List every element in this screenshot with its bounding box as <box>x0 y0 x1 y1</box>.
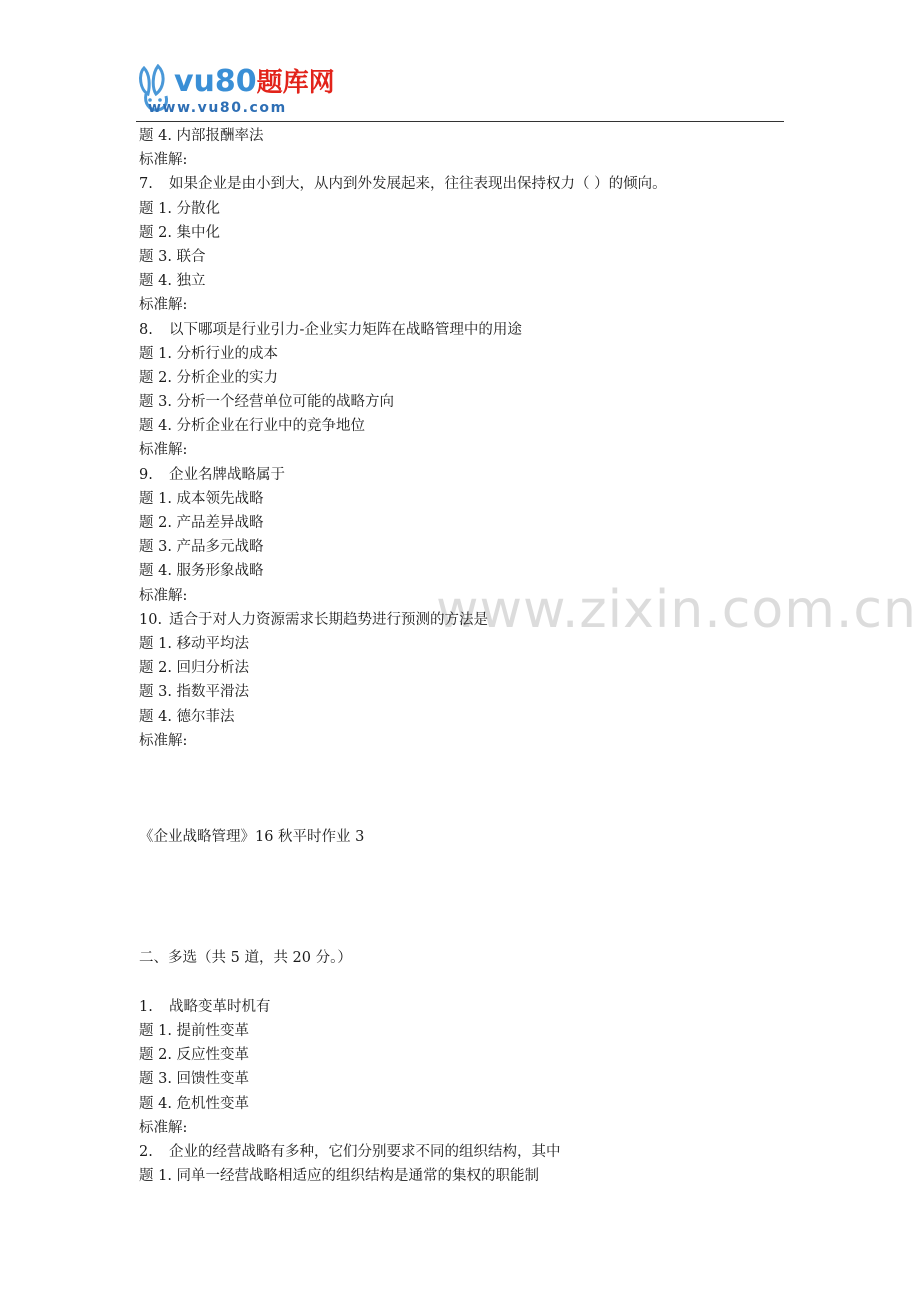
watermark: www.zixin.com.cn <box>436 580 917 640</box>
answer-option: 题 2. 产品差异战略 <box>139 515 264 531</box>
answer-option: 题 4. 危机性变革 <box>139 1095 250 1112</box>
answer-option: 题 2. 回归分析法 <box>139 660 250 677</box>
question-stem <box>139 318 789 342</box>
answer-option: 题 3. 指数平滑法 <box>139 684 250 701</box>
answer-option: 题 4. 德尔菲法 <box>139 708 235 725</box>
answer-option: 题 3. 产品多元战略 <box>139 539 264 556</box>
standard-answer-label: 标准解: <box>139 1119 188 1136</box>
question-text: 以下哪项是行业引力-企业实力矩阵在战略管理中的用途 <box>169 321 522 338</box>
question-stem <box>139 995 789 1019</box>
answer-option: 题 4. 服务形象战略 <box>139 563 264 580</box>
logo-url: www.vu80.com <box>148 100 287 116</box>
question-number: 2. <box>139 1143 153 1160</box>
answer-option: 题 4. 分析企业在行业中的竞争地位 <box>139 418 366 435</box>
answer-option: 题 2. 反应性变革 <box>139 1047 250 1064</box>
answer-option: 题 1. 移动平均法 <box>139 635 250 652</box>
question-number: 8. <box>139 321 153 338</box>
question-text: 战略变革时机有 <box>169 998 271 1015</box>
question-text: 如果企业是由小到大，从内到外发展起来，往往表现出保持权力（ ）的倾向。 <box>169 176 667 193</box>
header-divider <box>136 121 784 122</box>
answer-option: 题 1. 提前性变革 <box>139 1023 250 1040</box>
standard-answer-label: 标准解: <box>139 732 188 749</box>
blank-space <box>139 850 789 947</box>
logo-wordmark <box>174 64 335 101</box>
answer-option: 题 3. 联合 <box>139 248 206 265</box>
answer-option: 题 4. 内部报酬率法 <box>139 128 264 144</box>
answer-option: 题 3. 回馈性变革 <box>139 1071 250 1088</box>
question-stem <box>139 608 789 632</box>
answer-option: 题 1. 分散化 <box>139 200 221 217</box>
section-heading: 二、多选（共 5 道，共 20 分。） <box>139 950 352 967</box>
site-logo[interactable] <box>136 64 335 120</box>
logo-brand-80: 80 <box>214 64 257 99</box>
question-stem <box>139 463 789 487</box>
standard-answer-label: 标准解: <box>139 587 188 604</box>
logo-brand-vu: vu <box>174 64 215 99</box>
assignment-title: 《企业战略管理》16 秋平时作业 3 <box>139 829 365 846</box>
answer-option: 题 1. 分析行业的成本 <box>139 345 279 362</box>
question-number: 7. <box>139 176 153 193</box>
question-text: 企业名牌战略属于 <box>169 466 285 483</box>
document-body <box>139 124 789 1188</box>
answer-option: 题 2. 集中化 <box>139 224 221 241</box>
standard-answer-label: 标准解: <box>139 152 188 169</box>
standard-answer-label: 标准解: <box>139 442 188 459</box>
question-text: 适合于对人力资源需求长期趋势进行预测的方法是 <box>169 611 488 628</box>
answer-option: 题 1. 同单一经营战略相适应的组织结构是通常的集权的职能制 <box>139 1168 540 1185</box>
question-number: 1. <box>139 998 153 1015</box>
blank-space <box>139 971 789 995</box>
question-stem <box>139 1140 789 1164</box>
answer-option: 题 2. 分析企业的实力 <box>139 369 279 386</box>
blank-space <box>139 753 789 826</box>
standard-answer-label: 标准解: <box>139 297 188 314</box>
question-stem <box>139 172 789 196</box>
question-text: 企业的经营战略有多种，它们分别要求不同的组织结构，其中 <box>169 1143 561 1160</box>
answer-option: 题 1. 成本领先战略 <box>139 490 264 507</box>
answer-option: 题 3. 分析一个经营单位可能的战略方向 <box>139 394 395 411</box>
question-number: 9. <box>139 466 153 483</box>
logo-brand-cn: 题库网 <box>256 68 335 98</box>
question-number: 10. <box>139 611 163 628</box>
answer-option: 题 4. 独立 <box>139 273 206 290</box>
